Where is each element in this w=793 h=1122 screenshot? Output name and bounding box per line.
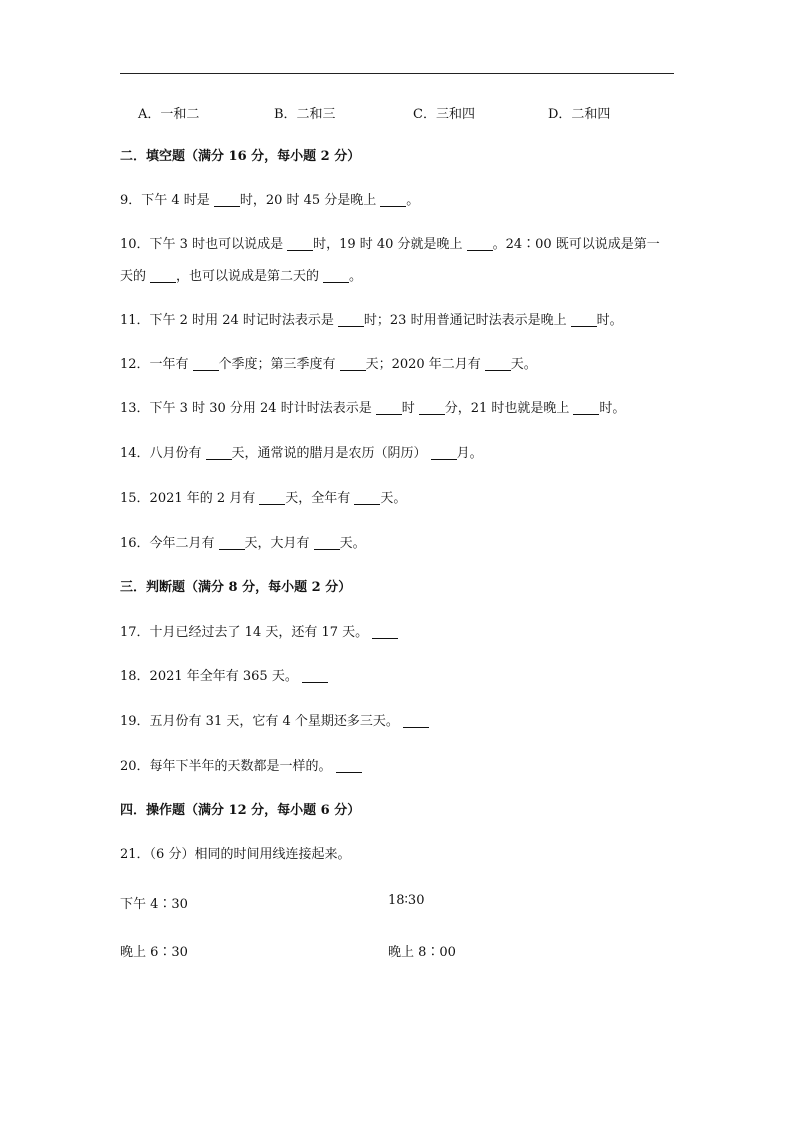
answer-blank[interactable] [376, 400, 402, 415]
question-21: 21．（6 分）相同的时间用线连接起来。 [120, 847, 351, 862]
question-10: 10．下午 3 时也可以说成是 时，19 时 40 分就是晚上 。24∶00 既可以说成是第一 [120, 237, 660, 252]
question-19: 19．五月份有 31 天，它有 4 个星期还多三天。 [120, 713, 429, 731]
answer-blank[interactable] [571, 312, 597, 327]
answer-blank[interactable] [573, 400, 599, 415]
match-right-1[interactable]: 18∶30 [388, 893, 425, 908]
answer-blank[interactable] [338, 312, 364, 327]
answer-blank[interactable] [323, 268, 349, 283]
question-16: 16．今年二月有 天，大月有 天。 [120, 536, 366, 551]
section-fill-blank-heading: 二．填空题（满分 16 分，每小题 2 分） [120, 149, 361, 164]
question-9: 9．下午 4 时是 时，20 时 45 分是晚上 。 [120, 193, 420, 208]
question-10-cont: 天的 ，也可以说成是第二天的 。 [120, 269, 363, 284]
answer-blank[interactable] [380, 192, 406, 207]
option-b[interactable]: B．二和三 [274, 107, 336, 122]
answer-blank[interactable] [340, 356, 366, 371]
answer-blank[interactable] [214, 192, 240, 207]
answer-blank[interactable] [150, 268, 176, 283]
match-left-2[interactable]: 晚上 6∶30 [120, 945, 188, 960]
option-c[interactable]: C．三和四 [413, 107, 475, 122]
question-20: 20．每年下半年的天数都是一样的。 [120, 758, 362, 776]
option-a[interactable]: A．一和二 [138, 107, 200, 122]
question-15: 15．2021 年的 2 月有 天，全年有 天。 [120, 491, 407, 506]
answer-blank[interactable] [372, 624, 398, 639]
answer-blank[interactable] [219, 535, 245, 550]
answer-blank[interactable] [287, 236, 313, 251]
match-right-2[interactable]: 晚上 8∶00 [388, 945, 456, 960]
answer-blank[interactable] [302, 668, 328, 683]
answer-blank[interactable] [419, 400, 445, 415]
answer-blank[interactable] [354, 490, 380, 505]
answer-blank[interactable] [259, 490, 285, 505]
option-d[interactable]: D．二和四 [548, 107, 611, 122]
answer-blank[interactable] [467, 236, 493, 251]
question-11: 11．下午 2 时用 24 时记时法表示是 时；23 时用普通记时法表示是晚上 时。 [120, 313, 623, 328]
answer-blank[interactable] [431, 445, 457, 460]
answer-blank[interactable] [403, 713, 429, 728]
question-12: 12．一年有 个季度；第三季度有 天；2020 年二月有 天。 [120, 357, 537, 372]
header-rule [120, 73, 674, 74]
section-operation-heading: 四．操作题（满分 12 分，每小题 6 分） [120, 803, 361, 818]
section-judgement-heading: 三．判断题（满分 8 分，每小题 2 分） [120, 580, 352, 595]
answer-blank[interactable] [314, 535, 340, 550]
question-18: 18．2021 年全年有 365 天。 [120, 668, 328, 686]
match-left-1[interactable]: 下午 4∶30 [120, 897, 188, 912]
answer-blank[interactable] [193, 356, 219, 371]
answer-blank[interactable] [485, 356, 511, 371]
question-14: 14．八月份有 天，通常说的腊月是农历（阴历） 月。 [120, 446, 483, 461]
question-13: 13．下午 3 时 30 分用 24 时计时法表示是 时 分，21 时也就是晚上 时。 [120, 401, 626, 416]
question-17: 17．十月已经过去了 14 天，还有 17 天。 [120, 624, 398, 642]
answer-blank[interactable] [336, 758, 362, 773]
answer-blank[interactable] [206, 445, 232, 460]
